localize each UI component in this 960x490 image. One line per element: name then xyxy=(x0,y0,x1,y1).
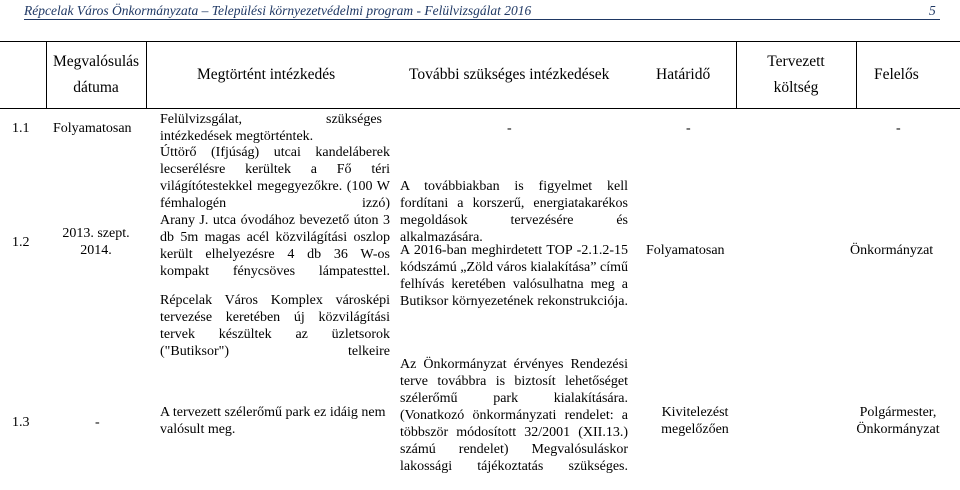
page-number: 5 xyxy=(929,3,936,18)
deadline: - xyxy=(686,121,691,136)
column-header-measures-taken: Megtörtént intézkedés xyxy=(197,66,336,83)
table-header-bottom-border xyxy=(0,108,960,109)
column-header-responsible: Felelős xyxy=(874,66,919,83)
column-divider xyxy=(146,41,147,108)
measure-taken-paragraph: Úttörő (Ifjúság) utcai kandeláberek lecserélésre kerültek a Fő téri világítótestekkel megegyezőkre. (100 W fémhalogén izzó) xyxy=(160,145,390,211)
column-header-planned-cost: Tervezett költség xyxy=(767,53,825,96)
responsible: Polgármester, Önkormányzat xyxy=(856,405,940,437)
table-top-border xyxy=(0,41,960,42)
measure-taken-paragraph: A tervezett szélerőmű park ez idáig nem valósult meg. xyxy=(160,405,386,437)
column-header-realization-date: Megvalósulás dátuma xyxy=(52,53,140,96)
document-title: Répcelak Város Önkormányzata – Települési környezetvédelmi program - Felülvizsgálat 2016 xyxy=(24,3,532,18)
row-id: 1.2 xyxy=(12,235,30,250)
further-measure-paragraph: Az Önkormányzat érvényes Rendezési terve továbbra is biztosít lehetőséget szélerőmű park kialakítására. (Vonatkozó önkormányzati rendelet: a többször módosított 32/2001 (XII.13.) számú rendelet) Megvalósuláskor lakossági tájékoztatás szükséges. xyxy=(400,357,628,474)
responsible: - xyxy=(896,121,901,136)
deadline: Kivitelezést megelőzően xyxy=(661,405,729,437)
realization-date: Folyamatosan xyxy=(53,121,132,136)
column-header-further-measures: További szükséges intézkedések xyxy=(409,66,610,83)
page-header xyxy=(0,0,960,20)
further-measure-paragraph: A 2016-ban meghirdetett TOP -2.1.2-15 kódszámú „Zöld város kialakítása” című felhívás keretében valósulhatna meg a Butiksor környezetének rekonstrukciója. xyxy=(400,243,628,309)
header-rule xyxy=(24,19,940,20)
further-measure-paragraph: A továbbiakban is figyelmet kell fordítani a korszerű, energiatakarékos megoldások tervezésére és alkalmazására. xyxy=(400,179,628,245)
further-measure: - xyxy=(507,121,512,136)
realization-date: 2013. szept. 2014. xyxy=(62,226,130,258)
column-header-deadline: Határidő xyxy=(656,66,711,83)
realization-date: - xyxy=(95,415,100,430)
measure-taken-part: szükséges xyxy=(326,112,382,127)
column-divider xyxy=(856,41,857,108)
measure-taken-paragraph: Arany J. utca óvodához bevezető úton 3 db 5m magas acél közvilágítási oszlop került elhelyezésre 4 db 36 W-os kompakt fénycsöves lámpatesttel. xyxy=(160,213,390,279)
measure-taken-part: Felülvizsgálat, xyxy=(160,112,243,127)
row-id: 1.3 xyxy=(12,415,30,430)
row-id: 1.1 xyxy=(12,121,30,136)
deadline: Folyamatosan xyxy=(646,243,725,258)
measure-taken-part: intézkedések megtörténtek. xyxy=(160,129,314,144)
responsible: Önkormányzat xyxy=(850,243,934,258)
measure-taken-paragraph: Répcelak Város Komplex városképi tervezése keretében új közvilágítási tervek készültek az üzletsorok ("Butiksor") telkeire xyxy=(160,293,390,359)
